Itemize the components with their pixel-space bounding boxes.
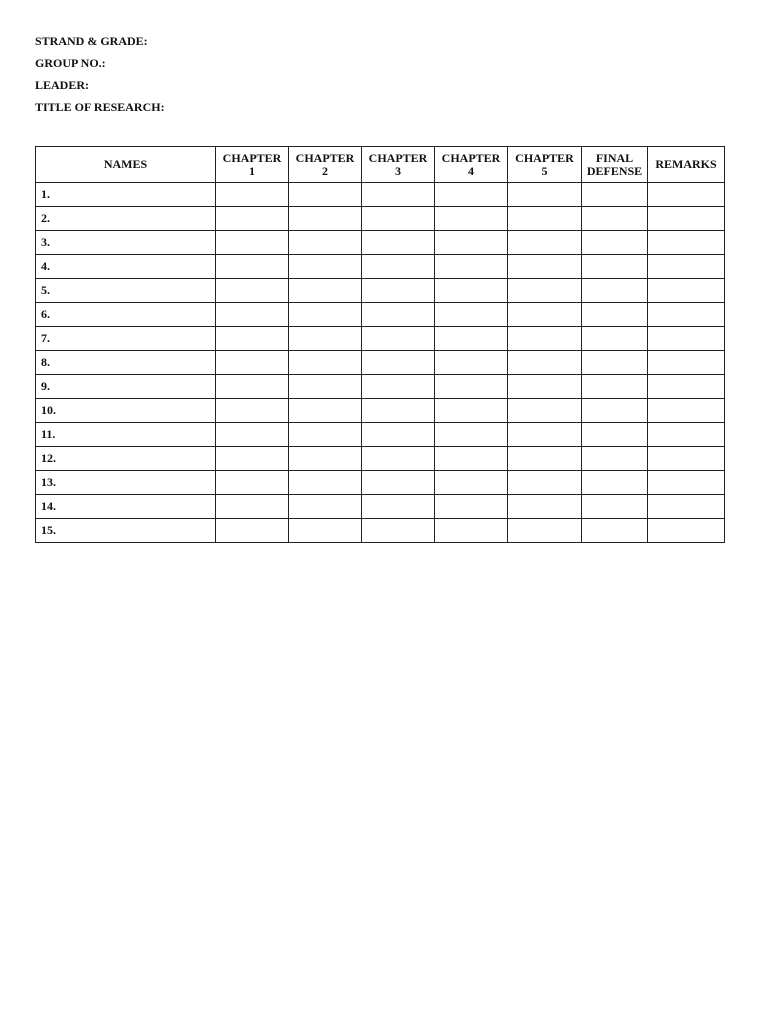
table-row xyxy=(36,399,725,423)
grade-cell[interactable] xyxy=(289,207,362,231)
grade-cell[interactable] xyxy=(508,375,582,399)
grade-cell[interactable] xyxy=(216,327,289,351)
grade-cell[interactable] xyxy=(362,471,435,495)
grade-cell[interactable] xyxy=(362,207,435,231)
grade-cell[interactable] xyxy=(216,495,289,519)
grade-cell[interactable] xyxy=(435,255,508,279)
grade-cell[interactable] xyxy=(289,399,362,423)
grade-cell[interactable] xyxy=(216,519,289,543)
grade-cell[interactable] xyxy=(216,423,289,447)
row-number-cell[interactable]: 11. xyxy=(36,423,216,447)
grade-cell[interactable] xyxy=(216,303,289,327)
grade-cell[interactable] xyxy=(362,375,435,399)
grade-cell[interactable] xyxy=(582,447,648,471)
grade-cell[interactable] xyxy=(508,471,582,495)
row-number-cell[interactable]: 8. xyxy=(36,351,216,375)
column-header-text: CHAPTER xyxy=(441,150,501,165)
grade-cell[interactable] xyxy=(216,447,289,471)
leader-label: LEADER: xyxy=(35,78,90,92)
row-number-cell[interactable]: 10. xyxy=(36,399,216,423)
grade-cell[interactable] xyxy=(362,183,435,207)
row-number-cell[interactable]: 13. xyxy=(36,471,216,495)
grade-cell[interactable] xyxy=(435,519,508,543)
grade-cell[interactable] xyxy=(289,519,362,543)
row-number-cell[interactable]: 14. xyxy=(36,495,216,519)
table-row xyxy=(36,447,725,471)
grade-cell[interactable] xyxy=(508,207,582,231)
grade-cell[interactable] xyxy=(362,303,435,327)
grade-cell[interactable] xyxy=(648,447,725,471)
grade-cell[interactable] xyxy=(435,375,508,399)
row-number-cell[interactable]: 12. xyxy=(36,447,216,471)
row-number-cell[interactable]: 6. xyxy=(36,303,216,327)
table-row xyxy=(36,471,725,495)
grade-cell[interactable] xyxy=(648,375,725,399)
grade-cell[interactable] xyxy=(289,375,362,399)
table-row xyxy=(36,351,725,375)
grade-cell[interactable] xyxy=(508,279,582,303)
grade-cell[interactable] xyxy=(362,351,435,375)
row-number-cell[interactable]: 7. xyxy=(36,327,216,351)
table-row xyxy=(36,519,725,543)
grade-cell[interactable] xyxy=(435,471,508,495)
grade-cell[interactable] xyxy=(435,351,508,375)
column-header-text: 3 xyxy=(395,163,401,178)
grade-cell[interactable] xyxy=(648,303,725,327)
grade-cell[interactable] xyxy=(362,255,435,279)
grade-cell[interactable] xyxy=(508,495,582,519)
column-header-text: FINAL xyxy=(595,150,634,165)
grade-cell[interactable] xyxy=(289,231,362,255)
grade-cell[interactable] xyxy=(508,399,582,423)
grade-cell[interactable] xyxy=(435,399,508,423)
grade-cell[interactable] xyxy=(435,231,508,255)
grade-cell[interactable] xyxy=(289,447,362,471)
research-title-label: TITLE OF RESEARCH: xyxy=(35,100,165,114)
grade-cell[interactable] xyxy=(582,327,648,351)
table-row xyxy=(36,207,725,231)
grade-cell[interactable] xyxy=(582,423,648,447)
row-number-cell[interactable]: 1. xyxy=(36,183,216,207)
grade-cell[interactable] xyxy=(216,375,289,399)
row-number-cell[interactable]: 2. xyxy=(36,207,216,231)
grade-cell[interactable] xyxy=(508,183,582,207)
grade-cell[interactable] xyxy=(289,471,362,495)
table-row xyxy=(36,495,725,519)
grade-cell[interactable] xyxy=(508,519,582,543)
grade-cell[interactable] xyxy=(648,423,725,447)
column-header-text: CHAPTER xyxy=(295,150,355,165)
grade-cell[interactable] xyxy=(216,255,289,279)
grade-cell[interactable] xyxy=(216,231,289,255)
table-row xyxy=(36,303,725,327)
grade-cell[interactable] xyxy=(362,231,435,255)
grade-cell[interactable] xyxy=(289,327,362,351)
grade-cell[interactable] xyxy=(648,183,725,207)
row-number-cell[interactable]: 5. xyxy=(36,279,216,303)
grade-cell[interactable] xyxy=(289,279,362,303)
table-row xyxy=(36,327,725,351)
grade-cell[interactable] xyxy=(435,183,508,207)
grade-cell[interactable] xyxy=(435,495,508,519)
grade-cell[interactable] xyxy=(435,447,508,471)
strand-grade-label: STRAND & GRADE: xyxy=(35,34,148,48)
grade-cell[interactable] xyxy=(582,231,648,255)
grade-cell[interactable] xyxy=(216,183,289,207)
grade-cell[interactable] xyxy=(289,183,362,207)
table-row xyxy=(36,279,725,303)
table-header-row xyxy=(36,147,725,183)
grade-cell[interactable] xyxy=(435,303,508,327)
column-header-text: 2 xyxy=(322,163,328,178)
grade-cell[interactable] xyxy=(508,447,582,471)
grading-table-container xyxy=(35,146,725,543)
grade-cell[interactable] xyxy=(582,519,648,543)
grade-cell[interactable] xyxy=(582,279,648,303)
grade-cell[interactable] xyxy=(648,255,725,279)
grade-cell[interactable] xyxy=(648,279,725,303)
grade-cell[interactable] xyxy=(508,351,582,375)
grade-cell[interactable] xyxy=(362,327,435,351)
grade-cell[interactable] xyxy=(508,231,582,255)
column-header-text: REMARKS xyxy=(655,157,717,171)
grade-cell[interactable] xyxy=(648,351,725,375)
grade-cell[interactable] xyxy=(216,471,289,495)
grade-cell[interactable] xyxy=(582,351,648,375)
grade-cell[interactable] xyxy=(289,303,362,327)
table-row xyxy=(36,423,725,447)
row-number-cell[interactable]: 4. xyxy=(36,255,216,279)
column-header-text: CHAPTER xyxy=(222,150,282,165)
grade-cell[interactable] xyxy=(435,423,508,447)
grade-cell[interactable] xyxy=(362,519,435,543)
grade-cell[interactable] xyxy=(289,495,362,519)
grading-table xyxy=(35,146,725,543)
grade-cell[interactable] xyxy=(582,183,648,207)
column-header-chapter-5 xyxy=(508,147,582,183)
grade-cell[interactable] xyxy=(648,471,725,495)
column-header-text: 1 xyxy=(249,163,255,178)
grade-cell[interactable] xyxy=(216,207,289,231)
grade-cell[interactable] xyxy=(362,399,435,423)
grade-cell[interactable] xyxy=(362,279,435,303)
grade-cell[interactable] xyxy=(435,327,508,351)
column-header-chapter-3 xyxy=(362,147,435,183)
grade-cell[interactable] xyxy=(362,495,435,519)
column-header-text: 4 xyxy=(468,163,474,178)
grade-cell[interactable] xyxy=(435,279,508,303)
grade-cell[interactable] xyxy=(648,399,725,423)
grade-cell[interactable] xyxy=(582,303,648,327)
table-row xyxy=(36,375,725,399)
column-header-final-defense xyxy=(582,147,648,183)
grade-cell[interactable] xyxy=(582,207,648,231)
table-body xyxy=(36,183,725,543)
grade-cell[interactable] xyxy=(508,327,582,351)
column-header-chapter-4 xyxy=(435,147,508,183)
grade-cell[interactable] xyxy=(216,279,289,303)
grade-cell[interactable] xyxy=(289,423,362,447)
grade-cell[interactable] xyxy=(582,495,648,519)
grade-cell[interactable] xyxy=(648,207,725,231)
grade-cell[interactable] xyxy=(508,303,582,327)
grade-cell[interactable] xyxy=(435,207,508,231)
column-header-text: DEFENSE xyxy=(586,163,643,178)
column-header-text: CHAPTER xyxy=(515,150,574,165)
grade-cell[interactable] xyxy=(582,375,648,399)
column-header-text: 5 xyxy=(541,163,548,178)
row-number-cell[interactable]: 3. xyxy=(36,231,216,255)
column-header-names xyxy=(36,147,216,183)
grade-cell[interactable] xyxy=(582,399,648,423)
table-row xyxy=(36,231,725,255)
grade-cell[interactable] xyxy=(582,471,648,495)
grade-cell[interactable] xyxy=(289,255,362,279)
column-header-chapter-2 xyxy=(289,147,362,183)
grade-cell[interactable] xyxy=(648,231,725,255)
column-header-text: CHAPTER xyxy=(368,150,428,165)
table-row xyxy=(36,183,725,207)
row-number-cell[interactable]: 9. xyxy=(36,375,216,399)
grade-cell[interactable] xyxy=(216,399,289,423)
grade-cell[interactable] xyxy=(582,255,648,279)
table-row xyxy=(36,255,725,279)
grade-cell[interactable] xyxy=(648,327,725,351)
row-number-cell[interactable]: 15. xyxy=(36,519,216,543)
grade-cell[interactable] xyxy=(216,351,289,375)
grade-cell[interactable] xyxy=(648,519,725,543)
grade-cell[interactable] xyxy=(508,423,582,447)
grade-cell[interactable] xyxy=(289,351,362,375)
column-header-text: NAMES xyxy=(103,157,148,171)
column-header-remarks xyxy=(648,147,725,183)
group-no-label: GROUP NO.: xyxy=(35,56,106,70)
header-fields xyxy=(35,33,165,121)
grade-cell[interactable] xyxy=(362,423,435,447)
grade-cell[interactable] xyxy=(362,447,435,471)
column-header-chapter-1 xyxy=(216,147,289,183)
grade-cell[interactable] xyxy=(648,495,725,519)
grade-cell[interactable] xyxy=(508,255,582,279)
